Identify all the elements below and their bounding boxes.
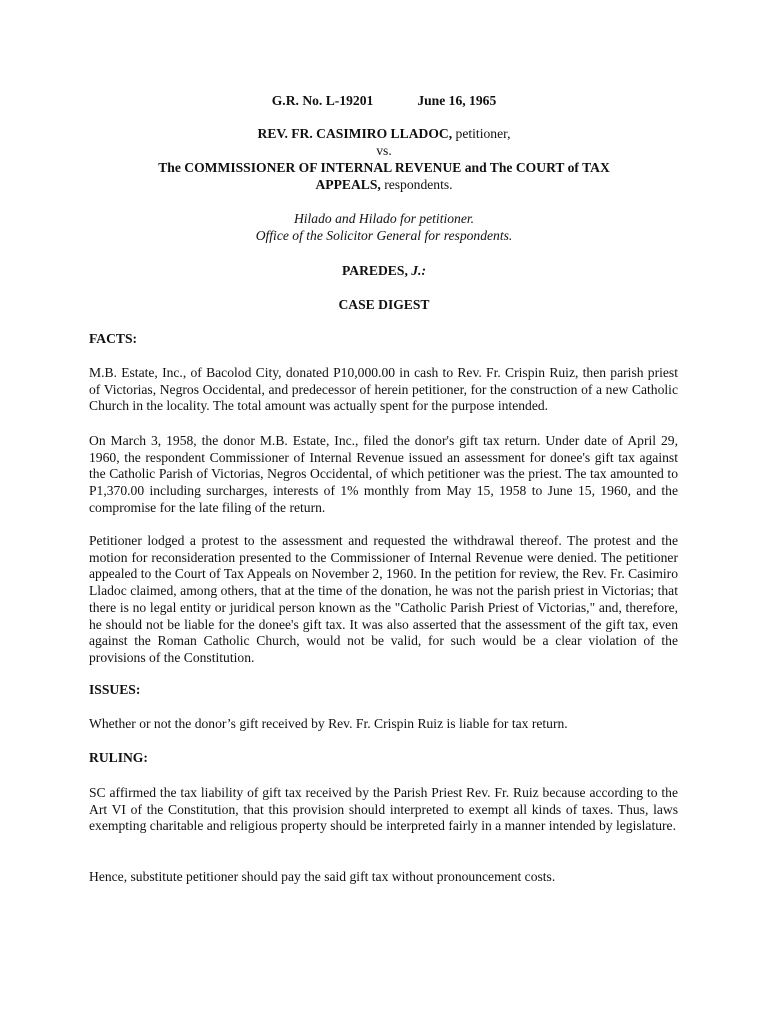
decision-date: June 16, 1965 (417, 93, 497, 108)
ruling-heading: RULING: (89, 750, 148, 765)
respondents-line-1: The COMMISSIONER OF INTERNAL REVENUE and The COURT of TAX (158, 160, 610, 175)
respondents-line-2 (0, 177, 768, 194)
issues-heading: ISSUES: (89, 682, 141, 697)
ponente (0, 263, 768, 280)
petitioner-line (0, 126, 768, 143)
counsel-petitioner: Hilado and Hilado for petitioner. (293, 211, 475, 226)
petitioner-role: petitioner, (455, 126, 511, 141)
facts-heading: FACTS: (89, 331, 138, 346)
ruling-paragraph-1: SC affirmed the tax liability of gift tax received by the Parish Priest Rev. Fr. Ruiz because according to the Art VI of the Constitution, that this provision should interpreted to exempt all kinds of taxes. Thus, laws exempting charitable and religious property should be interpreted fairly in a manner intended by legislature. (89, 785, 678, 834)
gr-number: G.R. No. L-19201 (271, 93, 374, 108)
facts-paragraph-3: Petitioner lodged a protest to the assessment and requested the withdrawal thereof. The protest and the motion for reconsideration presented to the Commissioner of Internal Revenue were denied. The petitioner appealed to the Court of Tax Appeals on November 2, 1960. In the petition for review, the Rev. Fr. Casimiro Lladoc claimed, among others, that at the time of the donation, he was not the parish priest in Victorias; that there is no legal entity or juridical person known as the "Catholic Parish Priest of Victorias," and, therefore, he should not be liable for the donee's gift tax. It was also asserted that the assessment of the gift tax, even against the Roman Catholic Church, would not be valid, for such would be a clear violation of the provisions of the Constitution. (89, 533, 678, 665)
doc-title: CASE DIGEST (338, 297, 430, 312)
issues-text: Whether or not the donor’s gift received by Rev. Fr. Crispin Ruiz is liable for tax return. (89, 716, 568, 731)
facts-paragraph-1: M.B. Estate, Inc., of Bacolod City, donated P10,000.00 in cash to Rev. Fr. Crispin Ruiz, then parish priest of Victorias, Negros Occidental, and predecessor of herein petitioner, for the construction of a new Catholic Church in the locality. The total amount was actually spent for the purpose intended. (89, 365, 678, 414)
case-number-line (0, 93, 768, 110)
ruling-paragraph-2: Hence, substitute petitioner should pay the said gift tax without pronouncement costs. (89, 869, 556, 884)
respondents-role: respondents. (384, 177, 453, 192)
ponente-name: PAREDES, (342, 263, 408, 278)
versus: vs. (376, 143, 392, 158)
respondents-name-end: APPEALS, (315, 177, 381, 192)
counsel-respondents: Office of the Solicitor General for respondents. (255, 228, 513, 243)
ponente-title: J.: (411, 263, 426, 278)
facts-paragraph-2: On March 3, 1958, the donor M.B. Estate, Inc., filed the donor's gift tax return. Under date of April 29, 1960, the respondent Commissioner of Internal Revenue issued an assessment for donee's gift tax against the Catholic Parish of Victorias, Negros Occidental, of which petitioner was the priest. The tax amounted to P1,370.00 including surcharges, interests of 1% monthly from May 15, 1958 to June 15, 1960, and the compromise for the late filing of the return. (89, 433, 678, 515)
petitioner-name: REV. FR. CASIMIRO LLADOC, (257, 126, 453, 141)
